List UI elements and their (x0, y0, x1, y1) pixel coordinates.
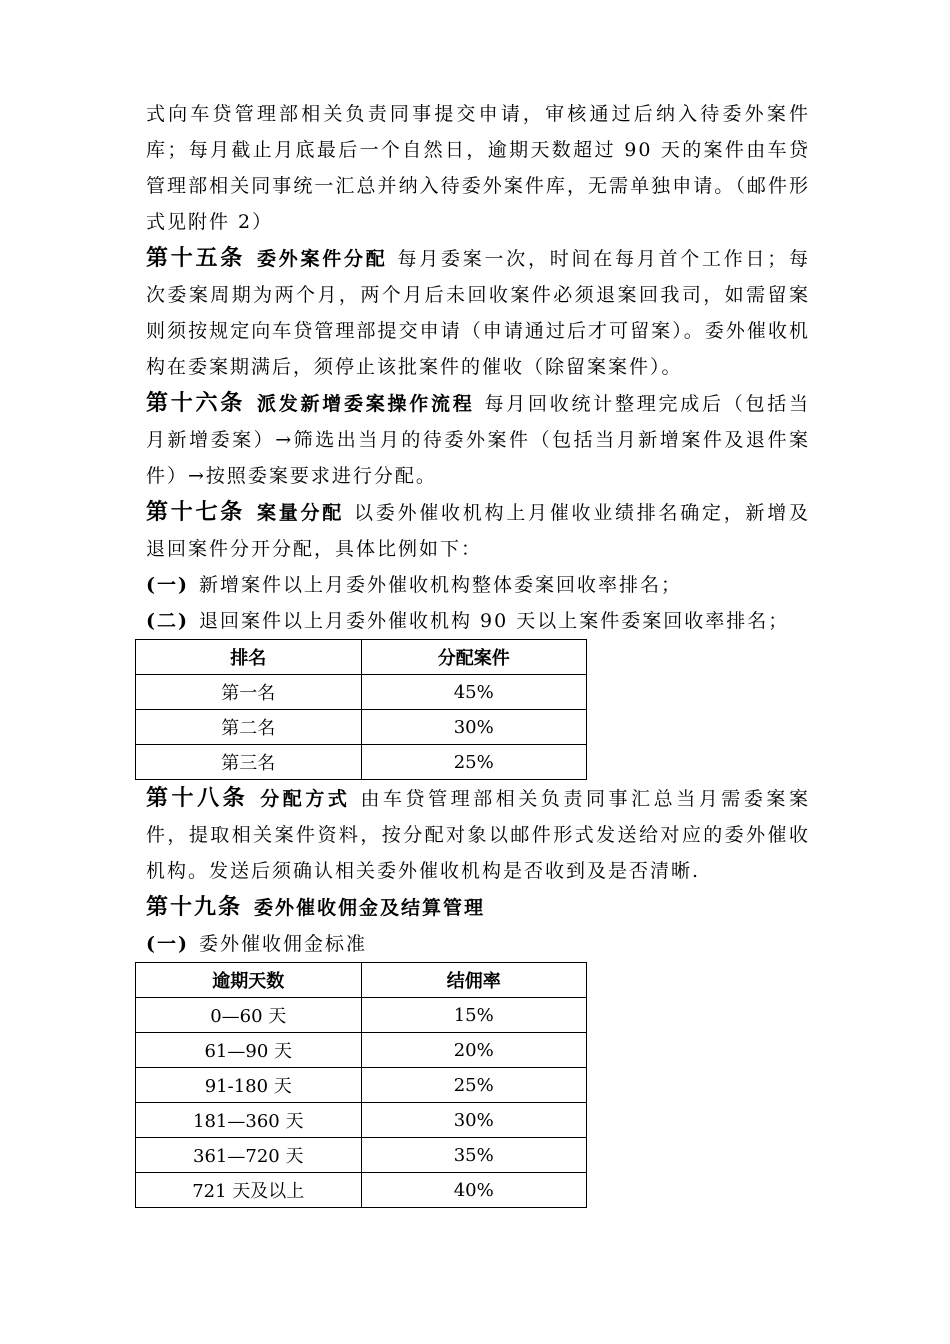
table-cell: 181—360 天 (136, 1103, 362, 1138)
item-text: 委外催收佣金标准 (198, 933, 367, 955)
table-row (136, 1138, 587, 1173)
article-19-topic: 委外催收佣金及结算管理 (254, 897, 486, 919)
table-row (136, 1068, 587, 1103)
article-19-title: 第十九条 (146, 894, 243, 920)
table-header-cell: 结佣率 (361, 963, 587, 998)
table-row (136, 1033, 587, 1068)
table-header-cell: 分配案件 (361, 640, 587, 675)
commission-rate-table (135, 962, 587, 1208)
article-17-item-1 (146, 567, 810, 603)
item-text: 退回案件以上月委外催收机构 90 天以上案件委案回收率排名； (198, 610, 790, 632)
table-cell: 第二名 (136, 710, 362, 745)
article-17-item-2 (146, 603, 810, 639)
article-16-text: 每月回收统计整理完成后（包括当月新增委案）→筛选出当月的待委外案件（包括当月新增案件及退件案件）→按照委案要求进行分配。 (146, 393, 810, 487)
table-cell: 25% (361, 745, 587, 780)
document-page (146, 96, 810, 1208)
table-row (136, 1103, 587, 1138)
item-marker: (一) (146, 574, 189, 596)
table-cell: 45% (361, 675, 587, 710)
table-row (136, 745, 587, 780)
article-18 (146, 780, 810, 889)
table-header-row (136, 640, 587, 675)
table-cell: 721 天及以上 (136, 1173, 362, 1208)
article-16-topic: 派发新增委案操作流程 (257, 393, 475, 415)
table-cell: 61—90 天 (136, 1033, 362, 1068)
item-text: 新增案件以上月委外催收机构整体委案回收率排名； (198, 574, 682, 596)
table-cell: 40% (361, 1173, 587, 1208)
table-header-cell: 排名 (136, 640, 362, 675)
table-cell: 361—720 天 (136, 1138, 362, 1173)
article-19 (146, 889, 810, 926)
article-15 (146, 240, 810, 385)
table-cell: 91-180 天 (136, 1068, 362, 1103)
article-15-text: 每月委案一次，时间在每月首个工作日；每次委案周期为两个月，两个月后未回收案件必须退案回我司，如需留案则须按规定向车贷管理部提交申请（申请通过后才可留案）。委外催收机构在委案期满后，须停止该批案件的催收（除留案案件）。 (146, 248, 810, 378)
table-cell: 30% (361, 1103, 587, 1138)
article-15-title: 第十五条 (146, 245, 245, 271)
table-cell: 15% (361, 998, 587, 1033)
table-cell: 35% (361, 1138, 587, 1173)
table-cell: 第三名 (136, 745, 362, 780)
rank-allocation-table (135, 639, 587, 780)
article-17-topic: 案量分配 (257, 502, 344, 524)
table-row (136, 675, 587, 710)
article-18-title: 第十八条 (146, 785, 249, 811)
table-row (136, 1173, 587, 1208)
article-16-title: 第十六条 (146, 390, 245, 416)
article-16 (146, 385, 810, 494)
intro-paragraph: 式向车贷管理部相关负责同事提交申请，审核通过后纳入待委外案件库；每月截止月底最后一个自然日，逾期天数超过 90 天的案件由车贷管理部相关同事统一汇总并纳入待委外案件库，无需单独申请。（邮件形式见附件 2） (146, 103, 810, 233)
article-18-topic: 分配方式 (260, 788, 351, 810)
item-marker: (一) (146, 933, 189, 955)
article-17-title: 第十七条 (146, 499, 245, 525)
table-cell: 20% (361, 1033, 587, 1068)
table-cell: 30% (361, 710, 587, 745)
item-marker: (二) (146, 610, 189, 632)
table-cell: 0—60 天 (136, 998, 362, 1033)
table-cell: 第一名 (136, 675, 362, 710)
article-17-text: 以委外催收机构上月催收业绩排名确定，新增及退回案件分开分配，具体比例如下： (146, 502, 810, 560)
table-row (136, 710, 587, 745)
article-18-text: 由车贷管理部相关负责同事汇总当月需委案案件，提取相关案件资料，按分配对象以邮件形式发送给对应的委外催收机构。发送后须确认相关委外催收机构是否收到及是否清晰. (146, 788, 810, 882)
article-17 (146, 494, 810, 567)
table-cell: 25% (361, 1068, 587, 1103)
article-15-topic: 委外案件分配 (257, 248, 388, 270)
table-header-row (136, 963, 587, 998)
article-19-item-1 (146, 926, 810, 962)
table-row (136, 998, 587, 1033)
table-header-cell: 逾期天数 (136, 963, 362, 998)
